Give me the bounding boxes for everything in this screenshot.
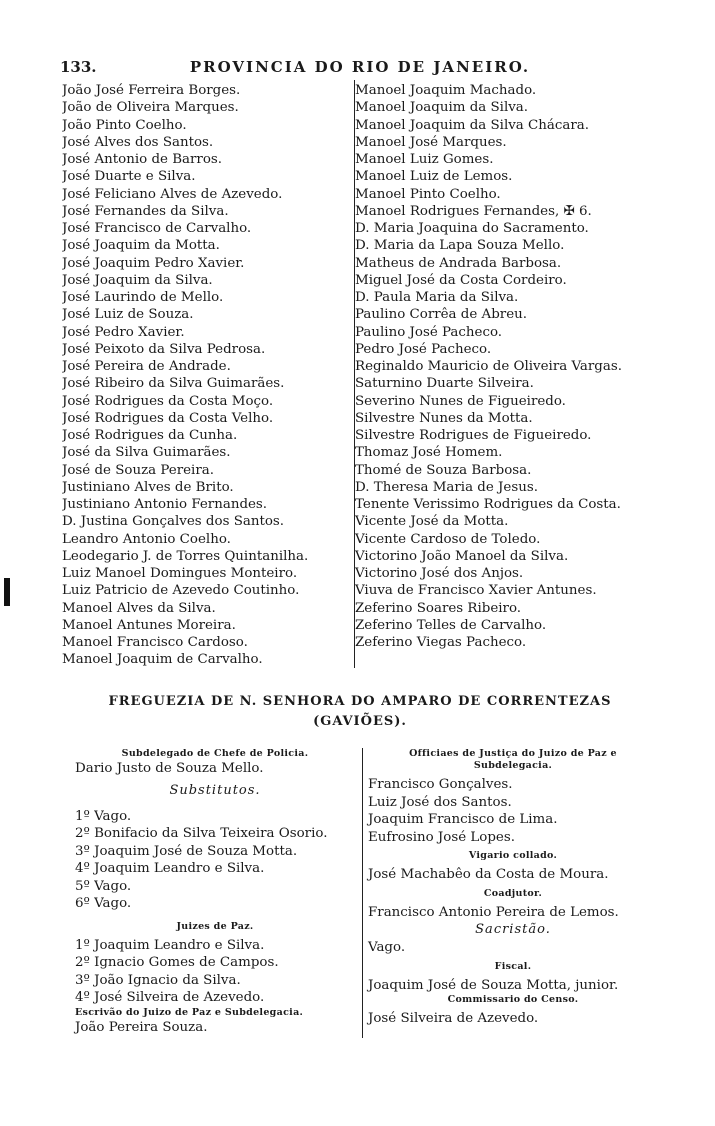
officiaes-heading-line-2: Subdelegacia. — [473, 760, 553, 771]
subdelegado-name: Dario Justo de Souza Mello. — [75, 761, 264, 776]
juiz-item: 2º Ignacio Gomes de Campos. — [75, 955, 279, 970]
list-item: José Laurindo de Mello. — [62, 290, 224, 305]
list-item: Matheus de Andrada Barbosa. — [355, 255, 562, 271]
list-item: Luiz Manoel Domingues Monteiro. — [62, 566, 298, 581]
list-item: D. Justina Gonçalves dos Santos. — [62, 514, 285, 530]
section-title-line-2: (GAVIÕES). — [313, 714, 407, 729]
list-item: Zeferino Telles de Carvalho. — [355, 617, 547, 633]
list-item: Manoel José Marques. — [355, 134, 507, 150]
list-item: José Joaquim da Silva. — [62, 272, 213, 288]
list-item: Manoel Alves da Silva. — [62, 600, 216, 616]
list-item: José de Souza Pereira. — [62, 462, 214, 478]
list-item: José da Silva Guimarães. — [62, 445, 231, 461]
official-item: Luiz José dos Santos. — [368, 794, 512, 810]
list-item: José Alves dos Santos. — [62, 134, 214, 150]
left-column-officials — [75, 748, 355, 1036]
left-column-names — [62, 82, 347, 669]
vigario-heading: Vigario collado. — [468, 850, 558, 861]
list-item: Pedro José Pacheco. — [355, 341, 492, 357]
subdelegado-heading: Subdelegado de Chefe de Policia. — [121, 748, 309, 759]
sacristao-name: Vago. — [368, 940, 406, 955]
coadjutor-heading: Coadjutor. — [483, 887, 543, 899]
list-item: José Francisco de Carvalho. — [62, 221, 252, 236]
list-item: D. Theresa Maria de Jesus. — [355, 479, 538, 495]
list-item: Manoel Joaquim da Silva Chácara. — [355, 117, 590, 133]
list-item: Paulino Corrêa de Abreu. — [355, 307, 527, 323]
list-item: José Pereira de Andrade. — [62, 359, 231, 374]
juizes-list — [75, 937, 355, 1007]
substituto-item: 2º Bonifacio da Silva Teixeira Osorio. — [75, 826, 328, 841]
list-item: José Peixoto da Silva Pedrosa. — [62, 341, 266, 357]
vigario-name: José Machabêo da Costa de Moura. — [368, 867, 609, 882]
coadjutor-name: Francisco Antonio Pereira de Lemos. — [368, 904, 619, 920]
list-item: Luiz Patricio de Azevedo Coutinho. — [62, 583, 300, 599]
juiz-item: 3º João Ignacio da Silva. — [75, 972, 241, 988]
list-item: D. Paula Maria da Silva. — [355, 290, 519, 305]
substituto-item: 4º Joaquim Leandro e Silva. — [75, 861, 265, 876]
list-item: José Luiz de Souza. — [62, 307, 194, 323]
list-item: José Antonio de Barros. — [62, 152, 223, 167]
substituto-item: 5º Vago. — [75, 878, 132, 894]
list-item: Victorino José dos Anjos. — [355, 566, 524, 581]
sacristao-heading: Sacristão. — [475, 922, 551, 937]
list-item: Zeferino Soares Ribeiro. — [355, 600, 522, 616]
right-column-names — [355, 82, 655, 651]
margin-ink-mark — [4, 578, 10, 606]
officiaes-heading-line-1: Officiaes de Justiça do Juizo de Paz e — [409, 748, 617, 759]
official-item: Eufrosino José Lopes. — [368, 829, 515, 845]
right-column-officials — [368, 748, 658, 1028]
list-item: Manoel Francisco Cardoso. — [62, 635, 248, 650]
officiaes-list — [368, 776, 658, 846]
juiz-item: 1º Joaquim Leandro e Silva. — [75, 937, 265, 953]
list-item: D. Maria da Lapa Souza Mello. — [355, 238, 565, 254]
list-item: Justiniano Antonio Fernandes. — [62, 497, 268, 512]
column-divider-bottom — [362, 748, 363, 1038]
list-item: José Rodrigues da Costa Velho. — [62, 410, 274, 426]
list-item: João de Oliveira Marques. — [62, 100, 239, 116]
list-item: José Pedro Xavier. — [62, 324, 185, 340]
escrivao-heading: Escrivão do Juizo de Paz e Subdelegacia. — [75, 1006, 304, 1018]
juiz-item: 4º José Silveira de Azevedo. — [75, 990, 265, 1005]
list-item: Zeferino Viegas Pacheco. — [355, 635, 527, 650]
list-item: José Ribeiro da Silva Guimarães. — [62, 376, 285, 392]
list-item: João José Ferreira Borges. — [62, 83, 241, 98]
list-item: Vicente José da Motta. — [355, 514, 509, 530]
list-item: Victorino João Manoel da Silva. — [355, 548, 569, 564]
list-item: Manoel Rodrigues Fernandes, ✠ 6. — [355, 203, 592, 219]
commissario-heading: Commissario do Censo. — [447, 994, 579, 1005]
list-item: Saturnino Duarte Silveira. — [355, 376, 534, 392]
list-item: José Feliciano Alves de Azevedo. — [62, 186, 283, 202]
list-item: Viuva de Francisco Xavier Antunes. — [355, 583, 597, 599]
commissario-name: José Silveira de Azevedo. — [368, 1011, 539, 1026]
substituto-item: 1º Vago. — [75, 808, 132, 824]
substituto-item: 3º Joaquim José de Souza Motta. — [75, 843, 298, 859]
list-item: Silvestre Nunes da Motta. — [355, 410, 533, 426]
substituto-item: 6º Vago. — [75, 896, 132, 911]
list-item: Manoel Pinto Coelho. — [355, 186, 501, 202]
list-item: Severino Nunes de Figueiredo. — [355, 393, 566, 409]
list-item: Miguel José da Costa Cordeiro. — [355, 272, 567, 288]
list-item: José Fernandes da Silva. — [62, 203, 229, 219]
official-item: Francisco Gonçalves. — [368, 777, 513, 792]
section-title — [60, 692, 660, 732]
list-item: José Duarte e Silva. — [62, 169, 196, 185]
list-item: Paulino José Pacheco. — [355, 324, 503, 340]
list-item: Manoel Joaquim Machado. — [355, 83, 537, 98]
list-item: Manoel Joaquim da Silva. — [355, 100, 529, 116]
list-item: Vicente Cardoso de Toledo. — [355, 531, 541, 547]
substitutos-list — [75, 808, 355, 913]
list-item: Leodegario J. de Torres Quintanilha. — [62, 548, 309, 564]
list-item: Leandro Antonio Coelho. — [62, 531, 231, 547]
list-item: Thomaz José Homem. — [355, 445, 503, 461]
fiscal-heading: Fiscal. — [494, 960, 532, 972]
list-item: Manoel Luiz Gomes. — [355, 152, 494, 167]
list-item: Tenente Verissimo Rodrigues da Costa. — [355, 497, 621, 512]
running-head: PROVINCIA DO RIO DE JANEIRO. — [189, 58, 531, 76]
list-item: João Pinto Coelho. — [62, 117, 187, 133]
list-item: Manoel Joaquim de Carvalho. — [62, 652, 263, 668]
list-item: José Rodrigues da Costa Moço. — [62, 393, 274, 409]
list-item: Manoel Antunes Moreira. — [62, 617, 236, 633]
escrivao-name: João Pereira Souza. — [75, 1019, 208, 1035]
list-item: D. Maria Joaquina do Sacramento. — [355, 221, 589, 236]
fiscal-name: Joaquim José de Souza Motta, junior. — [368, 977, 619, 993]
official-item: Joaquim Francisco de Lima. — [368, 812, 558, 827]
juizes-heading: Juizes de Paz. — [176, 920, 254, 932]
list-item: José Joaquim da Motta. — [62, 238, 220, 254]
list-item: Manoel Luiz de Lemos. — [355, 169, 513, 185]
list-item: José Joaquim Pedro Xavier. — [62, 255, 245, 271]
list-item: Thomé de Souza Barbosa. — [355, 462, 532, 478]
substitutos-heading: Substitutos. — [169, 782, 261, 798]
list-item: José Rodrigues da Cunha. — [62, 428, 238, 443]
page-number: 133. — [60, 58, 97, 76]
section-title-line-1: FREGUEZIA DE N. SENHORA DO AMPARO DE CORRENTEZAS — [108, 694, 612, 709]
list-item: Reginaldo Mauricio de Oliveira Vargas. — [355, 359, 622, 374]
list-item: Silvestre Rodrigues de Figueiredo. — [355, 428, 592, 443]
list-item: Justiniano Alves de Brito. — [62, 479, 234, 495]
